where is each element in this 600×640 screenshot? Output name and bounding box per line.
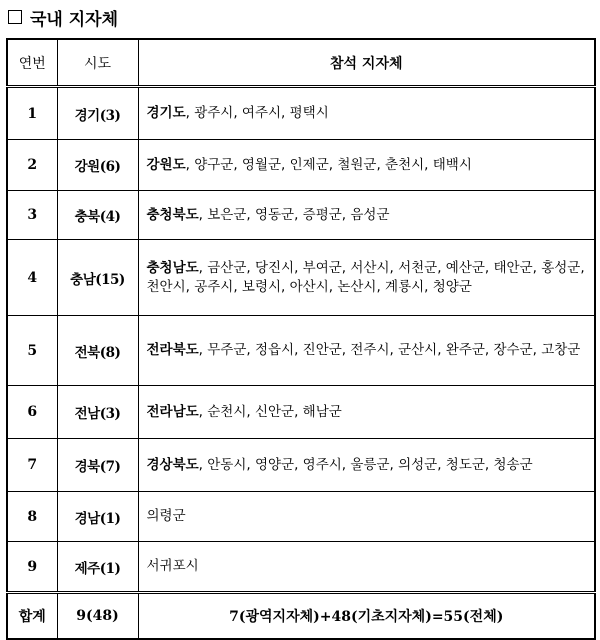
row-no: 7 [7,439,57,492]
row-members [138,492,595,542]
participants-table [6,38,596,640]
row-lead-member: 전라북도 [146,342,199,358]
row-members [138,542,595,593]
table-row [7,386,595,439]
row-other-members: 의령군 [146,508,186,524]
row-members [138,140,595,191]
row-lead-member: 전라남도 [146,403,199,420]
row-region: 전북(8) [57,316,138,386]
table-row [7,240,595,316]
row-no: 5 [7,316,57,386]
row-region: 전남(3) [57,386,138,439]
table-header-row [7,39,595,87]
total-members: 7(광역지자체)+48(기초지자체)=55(전체) [138,593,595,640]
row-other-members: , 보은군, 영동군, 증평군, 음성군 [198,206,390,223]
total-region: 9(48) [57,593,138,640]
header-members: 참석 지자체 [138,39,595,87]
header-no: 연번 [7,39,57,87]
row-other-members: , 양구군, 영월군, 인제군, 철원군, 춘천시, 태백시 [185,156,472,173]
total-label: 합계 [7,593,57,640]
table-row [7,542,595,593]
row-no: 6 [7,386,57,439]
row-members [138,87,595,140]
row-lead-member: 강원도 [146,156,186,173]
row-lead-member: 충청북도 [146,206,199,223]
row-region: 경남(1) [57,492,138,542]
row-no: 2 [7,140,57,191]
table-row [7,316,595,386]
row-no: 1 [7,87,57,140]
section-title: 국내 지자체 [30,9,119,30]
row-members [138,240,595,316]
row-lead-member: 충청남도 [146,259,199,276]
row-region: 제주(1) [57,542,138,593]
row-other-members: 서귀포시 [146,558,199,574]
row-no: 8 [7,492,57,542]
table-row [7,492,595,542]
row-other-members: , 무주군, 정읍시, 진안군, 전주시, 군산시, 완주군, 장수군, 고창군 [198,342,581,358]
row-lead-member: 경기도 [146,105,186,121]
table-row [7,140,595,191]
row-members [138,316,595,386]
table-total-row [7,593,595,640]
row-no: 9 [7,542,57,593]
row-other-members: , 순천시, 신안군, 해남군 [198,403,342,420]
row-region: 경북(7) [57,439,138,492]
row-members [138,439,595,492]
row-other-members: , 금산군, 당진시, 부여군, 서산시, 서천군, 예산군, 태안군, 홍성군, 천안시, 공주시, 보령시, 아산시, 논산시, 계룡시, 청양군 [146,259,585,295]
row-lead-member: 경상북도 [146,456,199,473]
row-members [138,386,595,439]
row-other-members: , 안동시, 영양군, 영주시, 울릉군, 의성군, 청도군, 청송군 [198,456,533,473]
header-region: 시도 [57,39,138,87]
row-region: 충남(15) [57,240,138,316]
row-region: 강원(6) [57,140,138,191]
row-other-members: , 광주시, 여주시, 평택시 [185,105,329,121]
section-heading [8,4,118,30]
table-row [7,191,595,240]
row-region: 경기(3) [57,87,138,140]
row-region: 충북(4) [57,191,138,240]
row-no: 3 [7,191,57,240]
table-row [7,87,595,140]
row-no: 4 [7,240,57,316]
table-row [7,439,595,492]
empty-square-icon [8,10,22,24]
row-members [138,191,595,240]
